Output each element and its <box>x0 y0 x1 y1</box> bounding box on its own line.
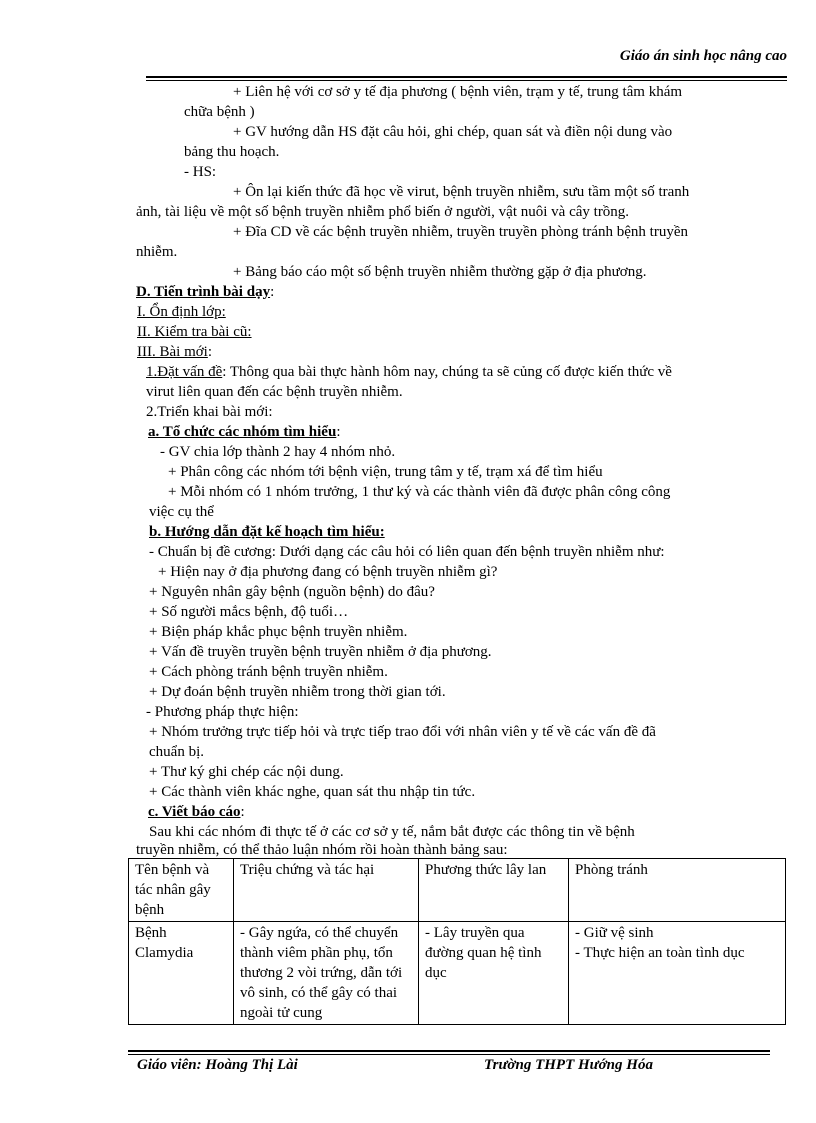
text-line: - Chuẩn bị đề cương: Dưới dạng các câu hỏi có liên quan đến bệnh truyền nhiễm như: <box>149 544 665 560</box>
text-line: + Các thành viên khác nghe, quan sát thu nhập tin tức. <box>149 784 476 800</box>
text-line: - Phương pháp thực hiện: <box>146 704 299 720</box>
text-line: + Phân công các nhóm tới bệnh viện, trung tâm y tế, trạm xá để tìm hiểu <box>168 464 603 480</box>
text-line: truyền nhiễm, có thể thảo luận nhóm rồi hoàn thành bảng sau: <box>136 842 508 858</box>
text-line: - HS: <box>184 164 217 180</box>
trien-khai: 2.Triển khai bài mới: <box>146 404 273 420</box>
text-line: Sau khi các nhóm đi thực tế ở các cơ sở y tế, nắm bắt được các thông tin về bệnh <box>149 824 635 840</box>
subsection-on-dinh: I. Ổn định lớp: <box>137 304 226 320</box>
text-line: + Cách phòng tránh bệnh truyền nhiễm. <box>149 664 388 680</box>
text-line: + Nhóm trưởng trực tiếp hỏi và trực tiếp trao đổi với nhân viên y tế về các vấn đề đã <box>149 724 656 740</box>
section-d-heading: D. Tiến trình bài dạy: <box>136 284 275 300</box>
text-line: + Thư ký ghi chép các nội dung. <box>149 764 344 780</box>
table-header-cell: Phòng tránh <box>569 859 786 922</box>
subsection-kiem-tra: II. Kiểm tra bài cũ: <box>137 324 252 340</box>
text-line: + Biện pháp khắc phục bệnh truyền nhiễm. <box>149 624 408 640</box>
footer-rule-top <box>128 1050 770 1052</box>
text-line: chuẩn bị. <box>149 744 204 760</box>
table-cell: Bệnh Clamydia <box>129 922 234 1025</box>
text-line: + Bảng báo cáo một số bệnh truyền nhiễm thường gặp ở địa phương. <box>233 264 647 280</box>
table-cell-line: - Thực hiện an toàn tình dục <box>575 945 745 961</box>
table-cell-line: - Giữ vệ sinh <box>575 925 654 941</box>
table-cell: - Lây truyền qua đường quan hệ tình dục <box>419 922 569 1025</box>
text-line: + Liên hệ với cơ sở y tế địa phương ( bệnh viên, trạm y tế, trung tâm khám <box>233 84 683 100</box>
dat-van-de: 1.Đặt vấn đề: Thông qua bài thực hành hôm nay, chúng ta sẽ củng cố được kiến thức về <box>146 364 672 380</box>
table-cell: - Gây ngứa, có thể chuyển thành viêm phần phụ, tổn thương 2 vòi trứng, dẫn tới vô sinh, có thể gây có thai ngoài tử cung <box>234 922 419 1025</box>
header-title: Giáo án sinh học nâng cao <box>619 48 787 64</box>
section-c-heading: c. Viết báo cáo: <box>148 804 245 820</box>
text-line: + Đĩa CD về các bệnh truyền nhiễm, truyền truyền phòng tránh bệnh truyền <box>233 224 688 240</box>
report-table <box>128 858 786 1025</box>
table-header-cell: Triệu chứng và tác hại <box>234 859 419 922</box>
text-line: chữa bệnh ) <box>184 104 255 120</box>
text-line: + Dự đoán bệnh truyền nhiễm trong thời gian tới. <box>149 684 446 700</box>
table-row <box>129 922 786 1025</box>
table-header-row <box>129 859 786 922</box>
text-line: + Hiện nay ở địa phương đang có bệnh truyền nhiễm gì? <box>158 564 498 580</box>
table-header-cell: Tên bệnh và tác nhân gây bệnh <box>129 859 234 922</box>
section-a-heading: a. Tổ chức các nhóm tìm hiểu: <box>148 424 341 440</box>
text-line: + Nguyên nhân gây bệnh (nguồn bệnh) do đâu? <box>149 584 435 600</box>
text-line: - GV chia lớp thành 2 hay 4 nhóm nhỏ. <box>160 444 396 460</box>
text-line: việc cụ thể <box>149 504 214 520</box>
table-header-cell: Phương thức lây lan <box>419 859 569 922</box>
text-line: + Vấn đề truyền truyền bệnh truyền nhiễm ở địa phương. <box>149 644 492 660</box>
header-rule-top <box>146 76 787 78</box>
text-line: nhiễm. <box>136 244 178 260</box>
footer-rule-bottom <box>128 1054 770 1055</box>
text-line: virut liên quan đến các bệnh truyền nhiễm. <box>146 384 403 400</box>
subsection-bai-moi: III. Bài mới: <box>137 344 213 360</box>
text-line: + Ôn lại kiến thức đã học về virut, bệnh truyền nhiễm, sưu tầm một số tranh <box>233 184 690 200</box>
text-line: + GV hướng dẫn HS đặt câu hỏi, ghi chép, quan sát và điền nội dung vào <box>233 124 673 140</box>
table-cell <box>569 922 786 1025</box>
header-rule-bottom <box>146 80 787 81</box>
text-line: + Mỗi nhóm có 1 nhóm trưởng, 1 thư ký và các thành viên đã được phân công công <box>168 484 671 500</box>
text-line: bảng thu hoạch. <box>184 144 280 160</box>
footer-school: Trường THPT Hướng Hóa <box>484 1057 653 1073</box>
text-line: + Số người mắcs bệnh, độ tuổi… <box>149 604 349 620</box>
footer-teacher: Giáo viên: Hoàng Thị Lài <box>137 1057 298 1073</box>
text-line: ảnh, tài liệu về một số bệnh truyền nhiễm phổ biến ở người, vật nuôi và cây trồng. <box>136 204 630 220</box>
section-b-heading: b. Hướng dẫn đặt kế hoạch tìm hiểu: <box>149 524 385 540</box>
